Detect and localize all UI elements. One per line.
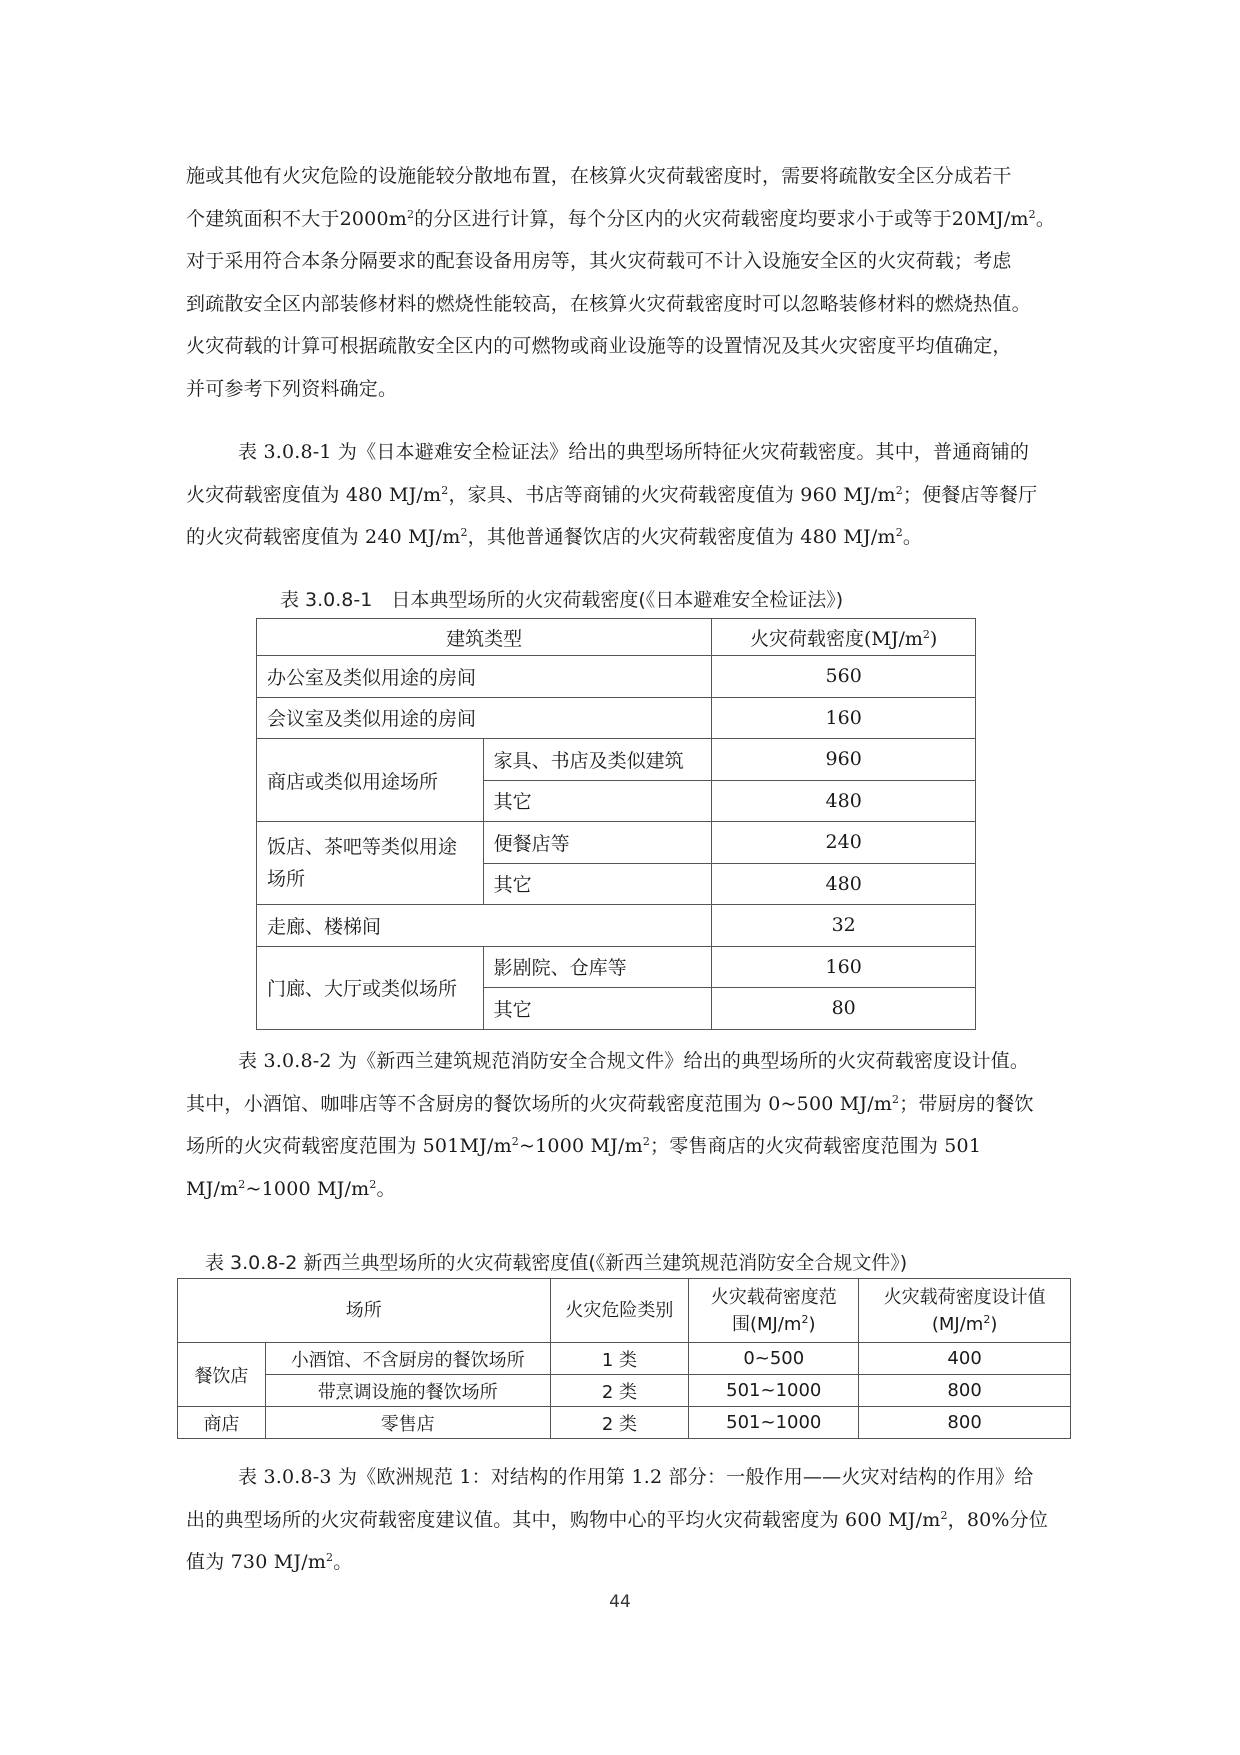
text-span: ~1000 MJ/m — [245, 1177, 370, 1200]
text-span: 围(MJ/m — [732, 1313, 802, 1335]
cell-density: 480 — [712, 780, 976, 822]
cell-building-type: 办公室及类似用途的房间 — [257, 656, 712, 698]
text-line — [186, 1125, 1066, 1168]
text-span: ) — [990, 1313, 998, 1335]
header-fire-load-density — [712, 619, 976, 656]
table-row — [257, 739, 976, 781]
text-span: ，其他普通餐饮店的火灾荷载密度值为 480 MJ/m — [467, 526, 896, 548]
cell-building-type: 门廊、大厅或类似场所 — [257, 946, 484, 1029]
text-line — [186, 474, 1066, 517]
text-line: 火灾荷载的计算可根据疏散安全区内的可燃物或商业设施等的设置情况及其火灾密度平均值确定， — [186, 335, 1012, 357]
header-density-range — [689, 1279, 859, 1343]
text-span: 的分区进行计算，每个分区内的火灾荷载密度均要求小于或等于20MJ/m — [414, 207, 1029, 230]
text-span: 表 3.0.8-3 为《欧洲规范 1：对结构的作用第 1.2 部分：一般作用——火灾对结构的作用》给 — [238, 1466, 1034, 1488]
table-new-zealand-fire-load — [177, 1278, 1071, 1439]
paragraph-eurocode-reference — [186, 1456, 1066, 1584]
superscript: 2 — [922, 627, 930, 641]
cell-building-type: 商店或类似用途场所 — [257, 739, 484, 822]
table-row — [178, 1343, 1071, 1375]
cell-density: 160 — [712, 946, 976, 988]
superscript: 2 — [892, 1092, 900, 1106]
cell-design: 800 — [859, 1375, 1071, 1407]
paragraph-japan-reference — [186, 431, 1066, 559]
text-line — [186, 1168, 1066, 1211]
text-span: 出的典型场所的火灾荷载密度建议值。其中，购物中心的平均火灾荷载密度为 600 MJ/m — [186, 1508, 941, 1531]
text-span: ；带厨房的餐饮 — [899, 1092, 1034, 1115]
text-span: ；便餐店等餐厅 — [902, 483, 1038, 506]
text-span: 。 — [902, 526, 923, 548]
cell-sub-type: 其它 — [483, 863, 712, 905]
text-line: 火灾载荷密度范 — [710, 1286, 837, 1308]
cell-range: 0~500 — [689, 1343, 859, 1375]
header-design-value — [859, 1279, 1071, 1343]
text-span: 表 3.0.8-2 为《新西兰建筑规范消防安全合规文件》给出的典型场所的火灾荷载密度设计值。 — [238, 1050, 1030, 1072]
cell-sub-type: 家具、书店及类似建筑 — [483, 739, 712, 781]
superscript: 2 — [511, 1135, 519, 1148]
text-span: 。 — [333, 1551, 353, 1573]
cell-design: 400 — [859, 1343, 1071, 1375]
text-line — [186, 1541, 1066, 1584]
text-line: 并可参考下列资料确定。 — [186, 377, 398, 400]
header-place: 场所 — [178, 1279, 551, 1343]
superscript: 2 — [801, 1312, 809, 1326]
cell-place: 带烹调设施的餐饮场所 — [265, 1375, 550, 1407]
superscript: 2 — [642, 1135, 651, 1148]
text-line: 施或其他有火灾危险的设施能较分散地布置，在核算火灾荷载密度时，需要将疏散安全区分成若干 — [186, 165, 1012, 187]
cell-density: 80 — [712, 988, 976, 1030]
cell-building-type: 会议室及类似用途的房间 — [257, 697, 712, 739]
text-span: MJ/m — [186, 1177, 239, 1200]
table-row — [257, 656, 976, 698]
text-line — [186, 431, 1066, 474]
text-line — [186, 198, 1066, 241]
cell-design: 800 — [859, 1407, 1071, 1439]
cell-sub-type: 便餐店等 — [483, 822, 712, 864]
cell-density: 160 — [712, 697, 976, 739]
superscript: 2 — [238, 1177, 246, 1191]
text-span: ) — [929, 627, 938, 650]
cell-hazard: 1 类 — [550, 1343, 689, 1375]
text-line — [186, 1499, 1066, 1542]
cell-density: 960 — [712, 739, 976, 781]
text-line — [186, 1456, 1066, 1499]
superscript: 2 — [895, 526, 903, 539]
paragraph-new-zealand-reference — [186, 1040, 1066, 1210]
header-building-type: 建筑类型 — [257, 619, 712, 656]
page-number: 44 — [609, 1592, 631, 1612]
cell-range: 501~1000 — [689, 1375, 859, 1407]
cell-place-group: 商店 — [178, 1407, 266, 1439]
text-line — [186, 1083, 1066, 1126]
paragraph-fire-load-calculation — [186, 155, 1066, 410]
table2-caption: 表 3.0.8-2 新西兰典型场所的火灾荷载密度值(《新西兰建筑规范消防安全合规文件》) — [205, 1252, 908, 1274]
table-japan-fire-load — [256, 618, 976, 1030]
cell-density: 32 — [712, 905, 976, 947]
cell-building-type: 走廊、楼梯间 — [257, 905, 712, 947]
table1-caption: 表 3.0.8-1 日本典型场所的火灾荷载密度(《日本避难安全检证法》) — [280, 589, 844, 611]
text-line — [863, 1311, 1066, 1338]
table-row — [257, 697, 976, 739]
superscript: 2 — [1028, 207, 1036, 221]
cell-building-type: 饭店、茶吧等类似用途场所 — [257, 822, 484, 905]
superscript: 2 — [983, 1312, 991, 1326]
superscript: 2 — [441, 483, 449, 497]
text-span: 值为 730 MJ/m — [186, 1551, 327, 1573]
table-row — [257, 822, 976, 864]
superscript: 2 — [369, 1177, 377, 1191]
cell-hazard: 2 类 — [550, 1407, 689, 1439]
text-span: ) — [808, 1313, 816, 1335]
text-line — [186, 516, 1066, 559]
text-line: 到疏散安全区内部装修材料的燃烧性能较高，在核算火灾荷载密度时可以忽略装修材料的燃烧热值。 — [186, 292, 1031, 315]
text-span: ~1000 MJ/m — [519, 1135, 643, 1157]
superscript: 2 — [406, 207, 415, 221]
table-row — [178, 1375, 1071, 1407]
superscript: 2 — [895, 483, 903, 497]
text-span: 个建筑面积不大于2000m — [186, 207, 407, 230]
cell-sub-type: 其它 — [483, 988, 712, 1030]
table-row — [178, 1407, 1071, 1439]
cell-sub-type: 其它 — [483, 780, 712, 822]
cell-sub-type: 影剧院、仓库等 — [483, 946, 712, 988]
superscript: 2 — [326, 1551, 334, 1564]
text-span: (MJ/m — [931, 1313, 984, 1335]
text-span: 。 — [1035, 207, 1056, 230]
cell-density: 240 — [712, 822, 976, 864]
text-span: ，80%分位 — [947, 1508, 1049, 1531]
cell-place-group: 餐饮店 — [178, 1343, 266, 1407]
text-line — [693, 1311, 854, 1338]
text-span: 火灾荷载密度值为 480 MJ/m — [186, 483, 442, 506]
text-line: 火灾载荷密度设计值 — [883, 1286, 1046, 1308]
cell-density: 560 — [712, 656, 976, 698]
text-line — [186, 1040, 1066, 1083]
cell-place: 小酒馆、不含厨房的餐饮场所 — [265, 1343, 550, 1375]
text-span: 表 3.0.8-1 为《日本避难安全检证法》给出的典型场所特征火灾荷载密度。其中，普通商铺的 — [238, 441, 1030, 463]
superscript: 2 — [460, 526, 468, 539]
text-span: ，家具、书店等商铺的火灾荷载密度值为 960 MJ/m — [448, 483, 896, 506]
text-span: 。 — [376, 1177, 396, 1200]
header-hazard-category: 火灾危险类别 — [550, 1279, 689, 1343]
cell-density: 480 — [712, 863, 976, 905]
cell-place: 零售店 — [265, 1407, 550, 1439]
cell-hazard: 2 类 — [550, 1375, 689, 1407]
cell-range: 501~1000 — [689, 1407, 859, 1439]
text-span: 其中，小酒馆、咖啡店等不含厨房的餐饮场所的火灾荷载密度范围为 0~500 MJ/m — [186, 1092, 893, 1115]
superscript: 2 — [940, 1508, 948, 1522]
table-header-row — [178, 1279, 1071, 1343]
text-span: 的火灾荷载密度值为 240 MJ/m — [186, 526, 461, 548]
text-span: ；零售商店的火灾荷载密度范围为 501 — [650, 1135, 982, 1157]
text-span: 火灾荷载密度(MJ/m — [749, 627, 923, 650]
text-line: 对于采用符合本条分隔要求的配套设备用房等，其火灾荷载可不计入设施安全区的火灾荷载；考虑 — [186, 250, 1012, 272]
table-header-row — [257, 619, 976, 656]
table-row — [257, 905, 976, 947]
table-row — [257, 946, 976, 988]
text-span: 场所的火灾荷载密度范围为 501MJ/m — [186, 1135, 512, 1157]
